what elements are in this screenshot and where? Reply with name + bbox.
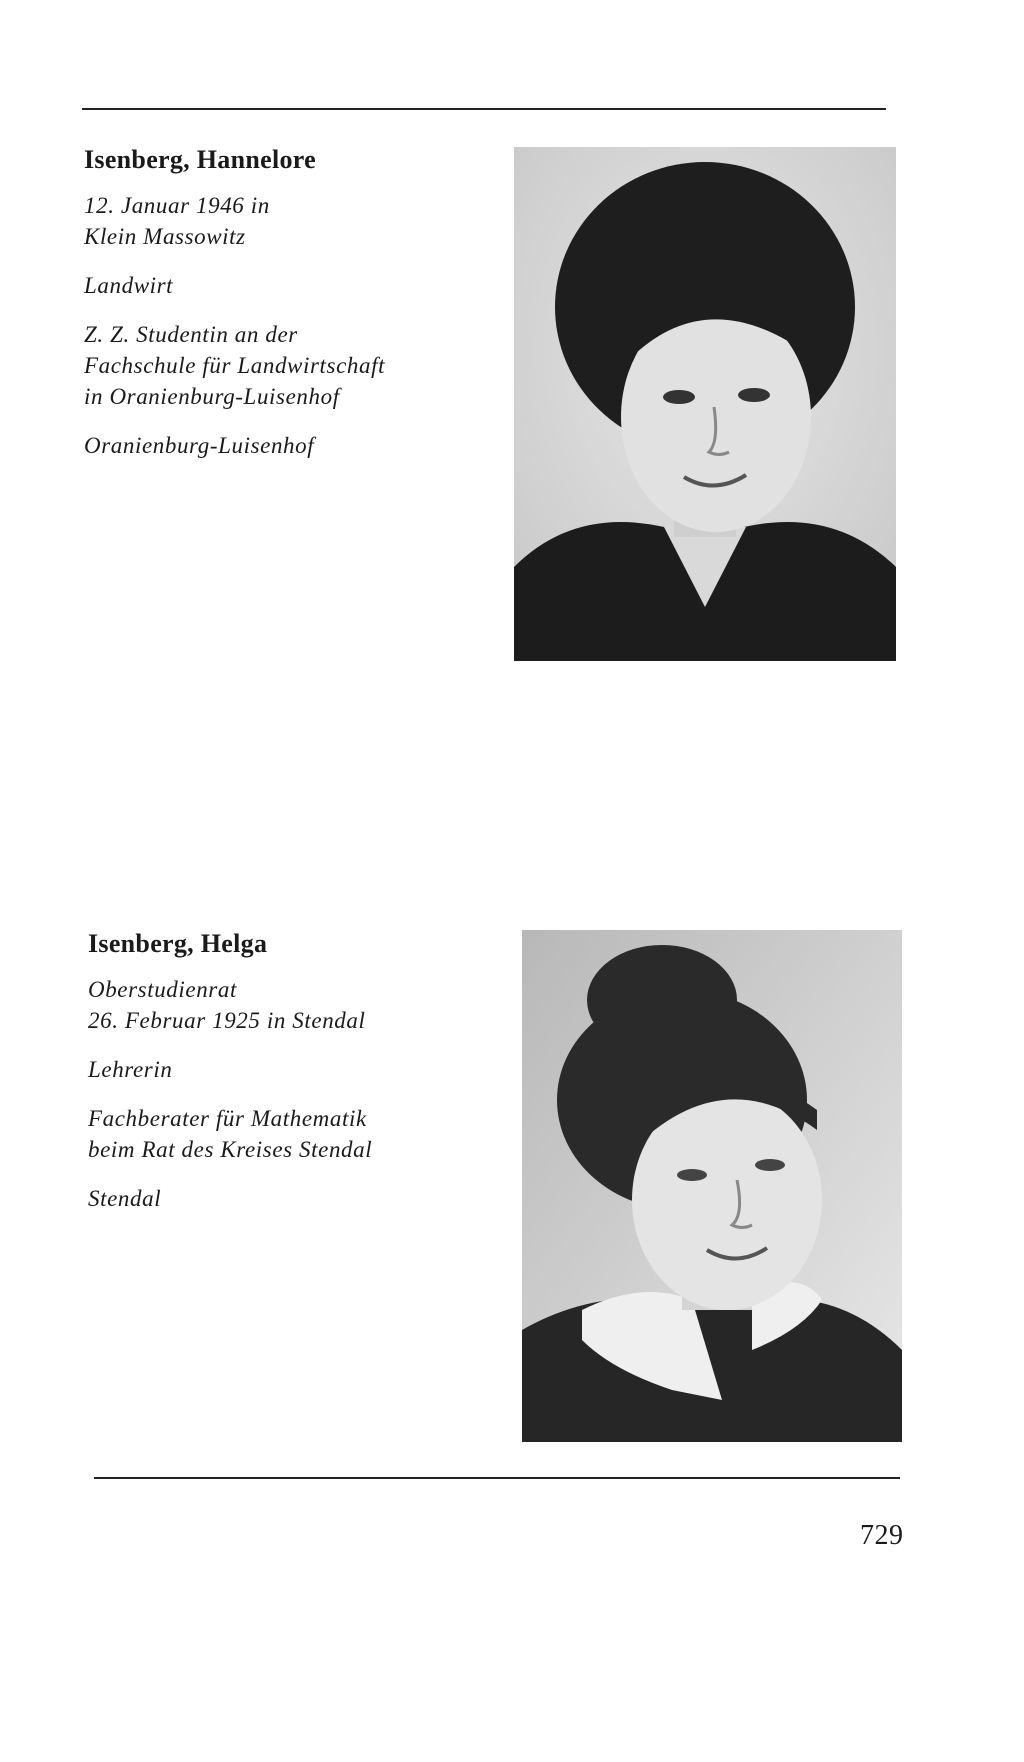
entry-name: Isenberg, Helga [88, 929, 268, 958]
occupation [84, 319, 504, 412]
birth-date: 26. Februar 1925 in Stendal [88, 1008, 366, 1033]
occupation-line-3: in Oranienburg-Luisenhof [84, 384, 340, 409]
entry-name: Isenberg, Hannelore [84, 145, 316, 174]
birth-info [84, 190, 504, 252]
occupation-line-2: beim Rat des Kreises Stendal [88, 1137, 373, 1162]
portrait-photo-icon [522, 930, 902, 1442]
entry-helga [88, 928, 508, 1232]
residence-text: Oranienburg-Luisenhof [84, 433, 315, 458]
occupation [88, 1103, 508, 1165]
residence [84, 430, 504, 461]
occupation-line-1: Fachberater für Mathematik [88, 1106, 367, 1131]
profession-text: Lehrerin [88, 1057, 173, 1082]
title-and-birth [88, 974, 508, 1036]
birth-place: Klein Massowitz [84, 224, 246, 249]
portrait-photo-helga [522, 930, 902, 1442]
profession-text: Landwirt [84, 273, 174, 298]
bottom-rule [94, 1477, 900, 1479]
academic-title: Oberstudienrat [88, 977, 237, 1002]
residence [88, 1183, 508, 1214]
portrait-photo-icon [514, 147, 896, 661]
page-number: 729 [860, 1520, 904, 1551]
portrait-photo-hannelore [514, 147, 896, 661]
entry-hannelore [84, 144, 504, 479]
occupation-line-2: Fachschule für Landwirtschaft [84, 353, 386, 378]
profession [84, 270, 504, 301]
occupation-line-1: Z. Z. Studentin an der [84, 322, 298, 347]
birth-date: 12. Januar 1946 in [84, 193, 270, 218]
top-rule [82, 108, 886, 110]
profession [88, 1054, 508, 1085]
residence-text: Stendal [88, 1186, 162, 1211]
